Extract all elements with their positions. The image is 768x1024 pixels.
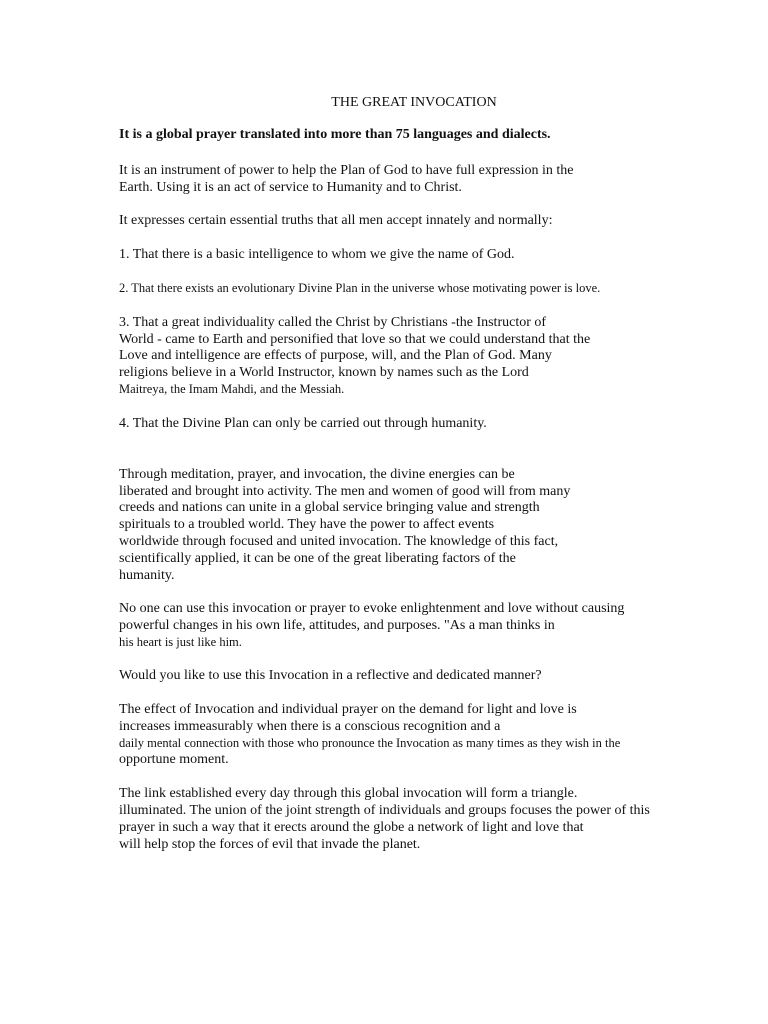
text-line: opportune moment.	[119, 752, 229, 767]
text-line: 3. That a great individuality called the Christ by Christians -the Instructor of	[119, 315, 547, 330]
text-line: Maitreya, the Imam Mahdi, and the Messiah.	[119, 382, 345, 396]
text-line: Love and intelligence are effects of purpose, will, and the Plan of God. Many	[119, 348, 552, 363]
text-line: his heart is just like him.	[119, 635, 242, 649]
page-title: THE GREAT INVOCATION	[331, 95, 497, 110]
text-line: World - came to Earth and personified that love so that we could understand that the	[119, 332, 591, 347]
text-line: powerful changes in his own life, attitudes, and purposes. "As a man thinks in	[119, 618, 555, 633]
text-line: It is an instrument of power to help the Plan of God to have full expression in the	[119, 163, 574, 178]
text-line: will help stop the forces of evil that invade the planet.	[119, 837, 421, 852]
text-line: creeds and nations can unite in a global service bringing value and strength	[119, 500, 540, 515]
text-line: spirituals to a troubled world. They have the power to affect events	[119, 517, 495, 532]
text-line: Through meditation, prayer, and invocation, the divine energies can be	[119, 467, 515, 482]
text-line: 1. That there is a basic intelligence to whom we give the name of God.	[119, 247, 515, 262]
text-line: Would you like to use this Invocation in a reflective and dedicated manner?	[119, 668, 542, 683]
text-line: 4. That the Divine Plan can only be carried out through humanity.	[119, 416, 487, 431]
subtitle: It is a global prayer translated into more than 75 languages and dialects.	[119, 127, 551, 142]
text-line: prayer in such a way that it erects around the globe a network of light and love that	[119, 820, 584, 835]
text-line: liberated and brought into activity. The men and women of good will from many	[119, 484, 571, 499]
text-line: increases immeasurably when there is a conscious recognition and a	[119, 719, 501, 734]
text-line: It expresses certain essential truths that all men accept innately and normally:	[119, 213, 553, 228]
text-line: illuminated. The union of the joint strength of individuals and groups focuses the power of this	[119, 803, 650, 818]
text-line: daily mental connection with those who pronounce the Invocation as many times as they wish in the	[119, 736, 621, 750]
text-line: humanity.	[119, 568, 175, 583]
text-line: The effect of Invocation and individual prayer on the demand for light and love is	[119, 702, 577, 717]
text-line: Earth. Using it is an act of service to Humanity and to Christ.	[119, 180, 462, 195]
text-line: scientifically applied, it can be one of the great liberating factors of the	[119, 551, 516, 566]
text-line: The link established every day through this global invocation will form a triangle.	[119, 786, 578, 801]
text-line: religions believe in a World Instructor, known by names such as the Lord	[119, 365, 529, 380]
text-line: worldwide through focused and united invocation. The knowledge of this fact,	[119, 534, 559, 549]
text-line: 2. That there exists an evolutionary Divine Plan in the universe whose motivating power is love.	[119, 281, 601, 295]
text-line: No one can use this invocation or prayer to evoke enlightenment and love without causing	[119, 601, 625, 616]
